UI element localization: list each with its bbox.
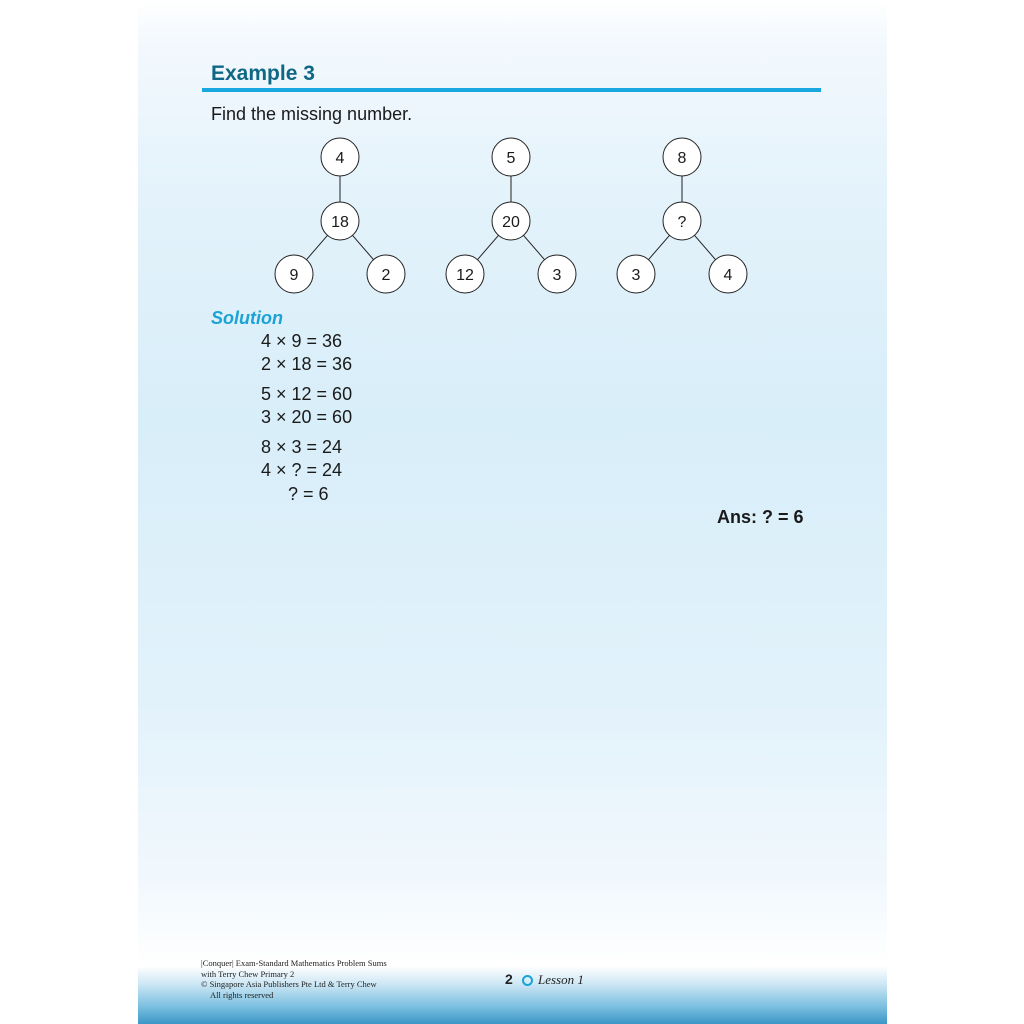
connector-line — [523, 235, 544, 259]
number-tree — [446, 138, 576, 293]
node-right — [367, 255, 405, 293]
connector-line — [648, 235, 669, 259]
worksheet-page — [138, 0, 887, 1024]
example-title: Example 3 — [211, 62, 315, 85]
solution-line: 2 × 18 = 36 — [261, 354, 353, 374]
node-value: 3 — [552, 267, 562, 284]
node-right — [538, 255, 576, 293]
lesson-label: Lesson 1 — [538, 972, 584, 987]
node-right — [709, 255, 747, 293]
node-value: 4 — [335, 150, 345, 167]
solution-line: 4 × 9 = 36 — [261, 331, 343, 351]
solution-line: 8 × 3 = 24 — [261, 437, 343, 457]
node-value: 4 — [723, 267, 733, 284]
node-center — [321, 202, 359, 240]
publisher-credits — [201, 958, 387, 1000]
connector-line — [306, 235, 327, 259]
credit-line: with Terry Chew Primary 2 — [201, 968, 295, 979]
number-diagrams — [138, 0, 887, 320]
connector-line — [694, 235, 715, 259]
node-top — [663, 138, 701, 176]
node-left — [446, 255, 484, 293]
node-left — [617, 255, 655, 293]
node-value: 12 — [456, 267, 474, 284]
solution-line: ? = 6 — [288, 484, 329, 504]
connector-line — [477, 235, 498, 259]
node-center — [492, 202, 530, 240]
page-number: 2 — [505, 971, 513, 987]
number-tree — [275, 138, 405, 293]
credit-line: All rights reserved — [210, 989, 274, 1000]
number-tree — [617, 138, 747, 293]
instruction-text: Find the missing number. — [211, 104, 413, 124]
node-value: 2 — [381, 267, 391, 284]
node-top — [492, 138, 530, 176]
node-center — [663, 202, 701, 240]
solution-line: 3 × 20 = 60 — [261, 407, 353, 427]
connector-line — [352, 235, 373, 259]
node-value: ? — [677, 214, 687, 231]
solution-line: 5 × 12 = 60 — [261, 384, 353, 404]
node-top — [321, 138, 359, 176]
page-dot-icon — [522, 975, 533, 986]
node-value: 18 — [331, 214, 349, 231]
solution-line: 4 × ? = 24 — [261, 460, 343, 480]
node-value: 9 — [289, 267, 299, 284]
node-value: 20 — [502, 214, 520, 231]
node-value: 8 — [677, 150, 687, 167]
credit-line: © Singapore Asia Publishers Pte Ltd & Terry Chew — [201, 979, 377, 989]
solution-label: Solution — [211, 308, 283, 328]
answer-text: Ans: ? = 6 — [717, 507, 804, 527]
node-left — [275, 255, 313, 293]
node-value: 3 — [631, 267, 641, 284]
node-value: 5 — [506, 150, 516, 167]
credit-line: |Conquer| Exam-Standard Mathematics Problem Sums — [201, 958, 387, 968]
